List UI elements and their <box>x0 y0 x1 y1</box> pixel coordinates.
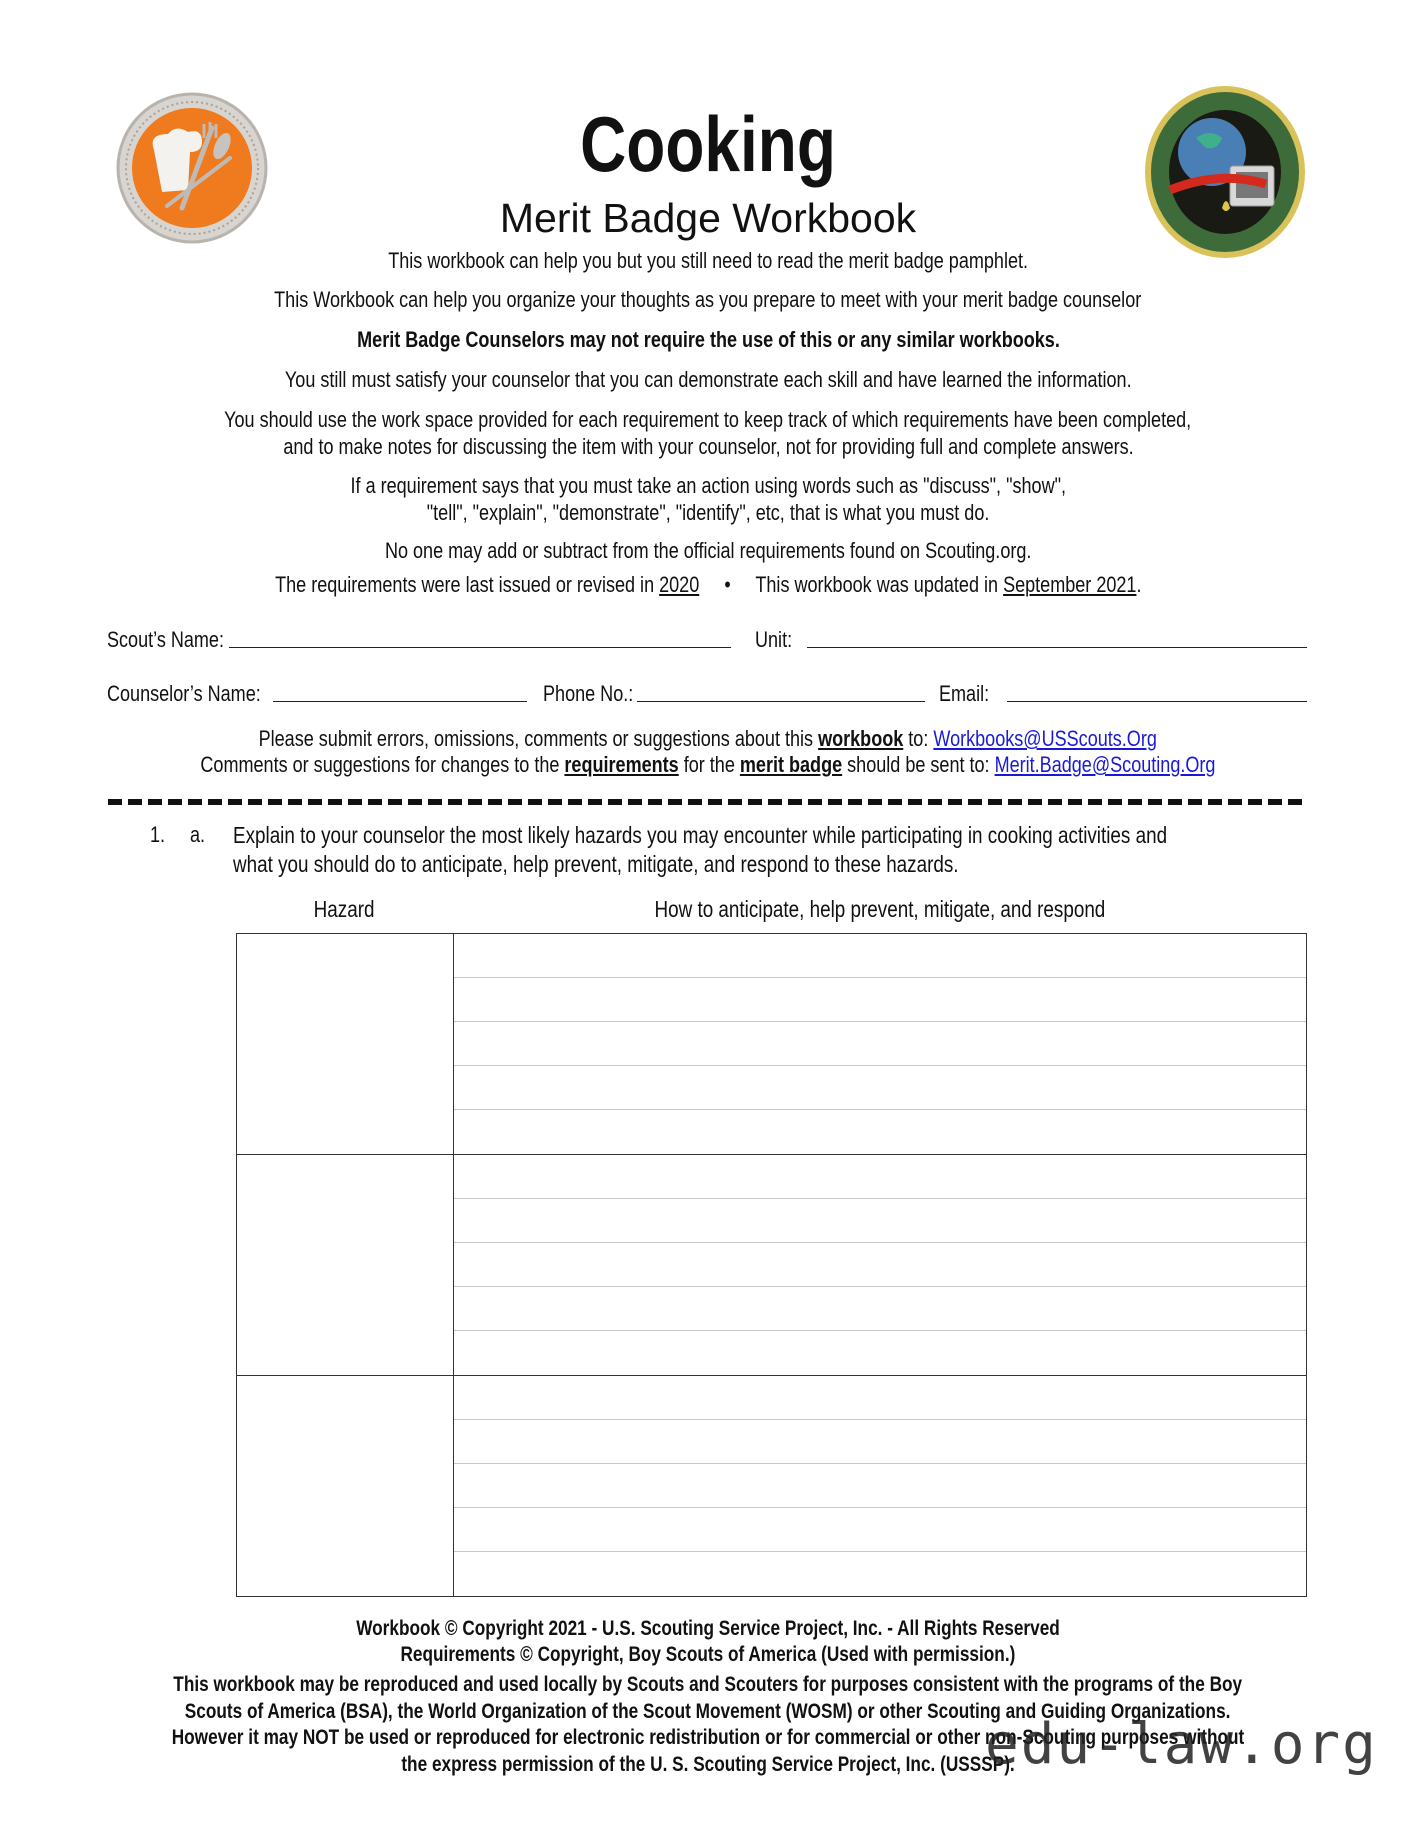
footer-line-5: However it may NOT be used or reproduced for electronic redistribution or for commercial or other non-Scouting purposes without <box>171 1726 1245 1749</box>
email-field[interactable] <box>1007 681 1307 702</box>
footer-line-2: Requirements © Copyright, Boy Scouts of America (Used with permission.) <box>400 1643 1016 1666</box>
response-line[interactable] <box>454 934 1306 978</box>
intro-line-4 <box>0 367 1416 393</box>
intro-line-1-text: This workbook can help you but you still need to read the merit badge pamphlet. <box>388 248 1028 273</box>
response-line[interactable] <box>454 1508 1306 1552</box>
feedback-line-1 <box>0 726 1416 752</box>
hazard-cell[interactable] <box>237 934 454 1155</box>
response-line[interactable] <box>454 1287 1306 1331</box>
intro-line-5b-text: and to make notes for discussing the item with your counselor, not for providing full and complete answers. <box>282 434 1134 459</box>
scout-name-field[interactable] <box>229 627 731 648</box>
intro-line-5a <box>0 407 1416 433</box>
intro-line-3 <box>0 327 1416 353</box>
response-line[interactable] <box>454 1066 1306 1110</box>
response-cell <box>454 1155 1307 1376</box>
intro-line-5a-text: You should use the work space provided for each requirement to keep track of which requirements have been completed, <box>224 407 1192 432</box>
requirement-letter <box>190 822 208 848</box>
intro-line-1 <box>0 248 1416 274</box>
phone-label: Phone No.: <box>543 681 634 706</box>
feedback-2-mid2: should be sent to: <box>842 752 995 777</box>
intro-line-2 <box>0 287 1416 313</box>
intro-line-7-text: No one may add or subtract from the official requirements found on Scouting.org. <box>384 538 1032 563</box>
response-line[interactable] <box>454 1022 1306 1066</box>
email-label: Email: <box>939 681 990 706</box>
phone-field[interactable] <box>637 681 925 702</box>
feedback-2-bold-merit-badge: merit badge <box>739 752 843 777</box>
intro-line-6b <box>0 500 1416 526</box>
table-row <box>237 934 1307 1155</box>
response-line[interactable] <box>454 1552 1306 1596</box>
requirement-letter-text: a. <box>190 822 206 847</box>
intro-line-4-text: You still must satisfy your counselor that you can demonstrate each skill and have learned the information. <box>284 367 1132 392</box>
response-line[interactable] <box>454 1464 1306 1508</box>
counselor-info-row <box>107 681 1307 711</box>
response-line[interactable] <box>454 1376 1306 1420</box>
revised-prefix: The requirements were last issued or revised in <box>274 572 659 597</box>
page-subtitle <box>0 195 1416 241</box>
requirement-number <box>150 822 168 848</box>
feedback-line-2-text <box>200 752 1215 778</box>
scout-info-row <box>107 627 1307 657</box>
footer-line-3: This workbook may be reproduced and used locally by Scouts and Scouters for purposes consistent with the programs of the Boy <box>173 1673 1243 1696</box>
feedback-1-bold: workbook <box>818 726 904 751</box>
merit-badge-email-link[interactable]: Merit.Badge@Scouting.Org <box>994 752 1216 777</box>
requirement-number-text: 1. <box>150 822 166 847</box>
feedback-2-mid1: for the <box>678 752 740 777</box>
response-header-text: How to anticipate, help prevent, mitigate, and respond <box>654 896 1106 922</box>
unit-field[interactable] <box>807 627 1307 648</box>
requirement-text <box>233 822 1313 877</box>
table-row <box>237 1376 1307 1597</box>
intro-line-5b <box>0 434 1416 460</box>
unit-label: Unit: <box>755 627 793 652</box>
footer-line-4: Scouts of America (BSA), the World Organization of the Scout Movement (WOSM) or other Scouting and Guiding Organizations. <box>185 1699 1231 1723</box>
response-cell <box>454 1376 1307 1597</box>
counselor-name-label: Counselor’s Name: <box>107 681 261 706</box>
footer-copyright <box>0 1616 1416 1668</box>
feedback-line-2 <box>0 752 1416 778</box>
updated-date: September 2021 <box>1002 572 1137 597</box>
table-row <box>237 1155 1307 1376</box>
hazard-cell[interactable] <box>237 1155 454 1376</box>
response-line[interactable] <box>454 978 1306 1022</box>
subtitle-text: Merit Badge Workbook <box>499 195 917 241</box>
feedback-2-bold-requirements: requirements <box>564 752 679 777</box>
response-line[interactable] <box>454 1243 1306 1287</box>
intro-line-6a <box>0 473 1416 499</box>
response-line[interactable] <box>454 1331 1306 1375</box>
hazard-table <box>236 933 1307 1597</box>
requirement-text-line-2: what you should do to anticipate, help prevent, mitigate, and respond to these hazards. <box>233 851 959 877</box>
intro-line-3-text: Merit Badge Counselors may not require the use of this or any similar workbooks. <box>356 327 1060 352</box>
response-line[interactable] <box>454 1199 1306 1243</box>
bullet-separator: • <box>724 572 731 597</box>
page-title <box>0 100 1416 188</box>
response-cell <box>454 934 1307 1155</box>
watermark-text: edu-law.org <box>985 1712 1378 1777</box>
updated-prefix: This workbook was updated in <box>755 572 1003 597</box>
intro-line-7 <box>0 538 1416 564</box>
footer-line-6: the express permission of the U. S. Scouting Service Project, Inc. (USSSP). <box>401 1752 1015 1776</box>
response-line[interactable] <box>454 1420 1306 1464</box>
revision-line-text <box>275 572 1141 598</box>
hazard-header-text: Hazard <box>314 896 375 922</box>
footer-line-1: Workbook © Copyright 2021 - U.S. Scouting Service Project, Inc. - All Rights Reserved <box>356 1617 1060 1640</box>
intro-line-6a-text: If a requirement says that you must take an action using words such as "discuss", "show", <box>350 473 1066 498</box>
revised-year: 2020 <box>658 572 699 597</box>
scout-name-label: Scout’s Name: <box>107 627 224 652</box>
workbooks-email-link[interactable]: Workbooks@USScouts.Org <box>933 726 1158 751</box>
revision-line <box>0 572 1416 598</box>
response-column-header <box>453 896 1307 922</box>
feedback-line-1-text <box>259 726 1157 752</box>
hazard-cell[interactable] <box>237 1376 454 1597</box>
intro-line-2-text: This Workbook can help you organize your thoughts as you prepare to meet with your merit badge counselor <box>274 287 1142 312</box>
updated-suffix: . <box>1136 572 1142 597</box>
title-text: Cooking <box>580 100 836 188</box>
response-line[interactable] <box>454 1110 1306 1154</box>
feedback-1-mid: to: <box>903 726 934 751</box>
feedback-1-prefix: Please submit errors, omissions, comments or suggestions about this <box>258 726 819 751</box>
dashed-divider <box>108 799 1306 805</box>
feedback-2-prefix: Comments or suggestions for changes to the <box>200 752 565 777</box>
counselor-name-field[interactable] <box>273 681 527 702</box>
hazard-column-header <box>236 896 453 922</box>
requirement-text-line-1: Explain to your counselor the most likely hazards you may encounter while participating in cooking activities and <box>233 822 1168 848</box>
response-line[interactable] <box>454 1155 1306 1199</box>
intro-line-6b-text: "tell", "explain", "demonstrate", "identify", etc, that is what you must do. <box>426 500 990 525</box>
